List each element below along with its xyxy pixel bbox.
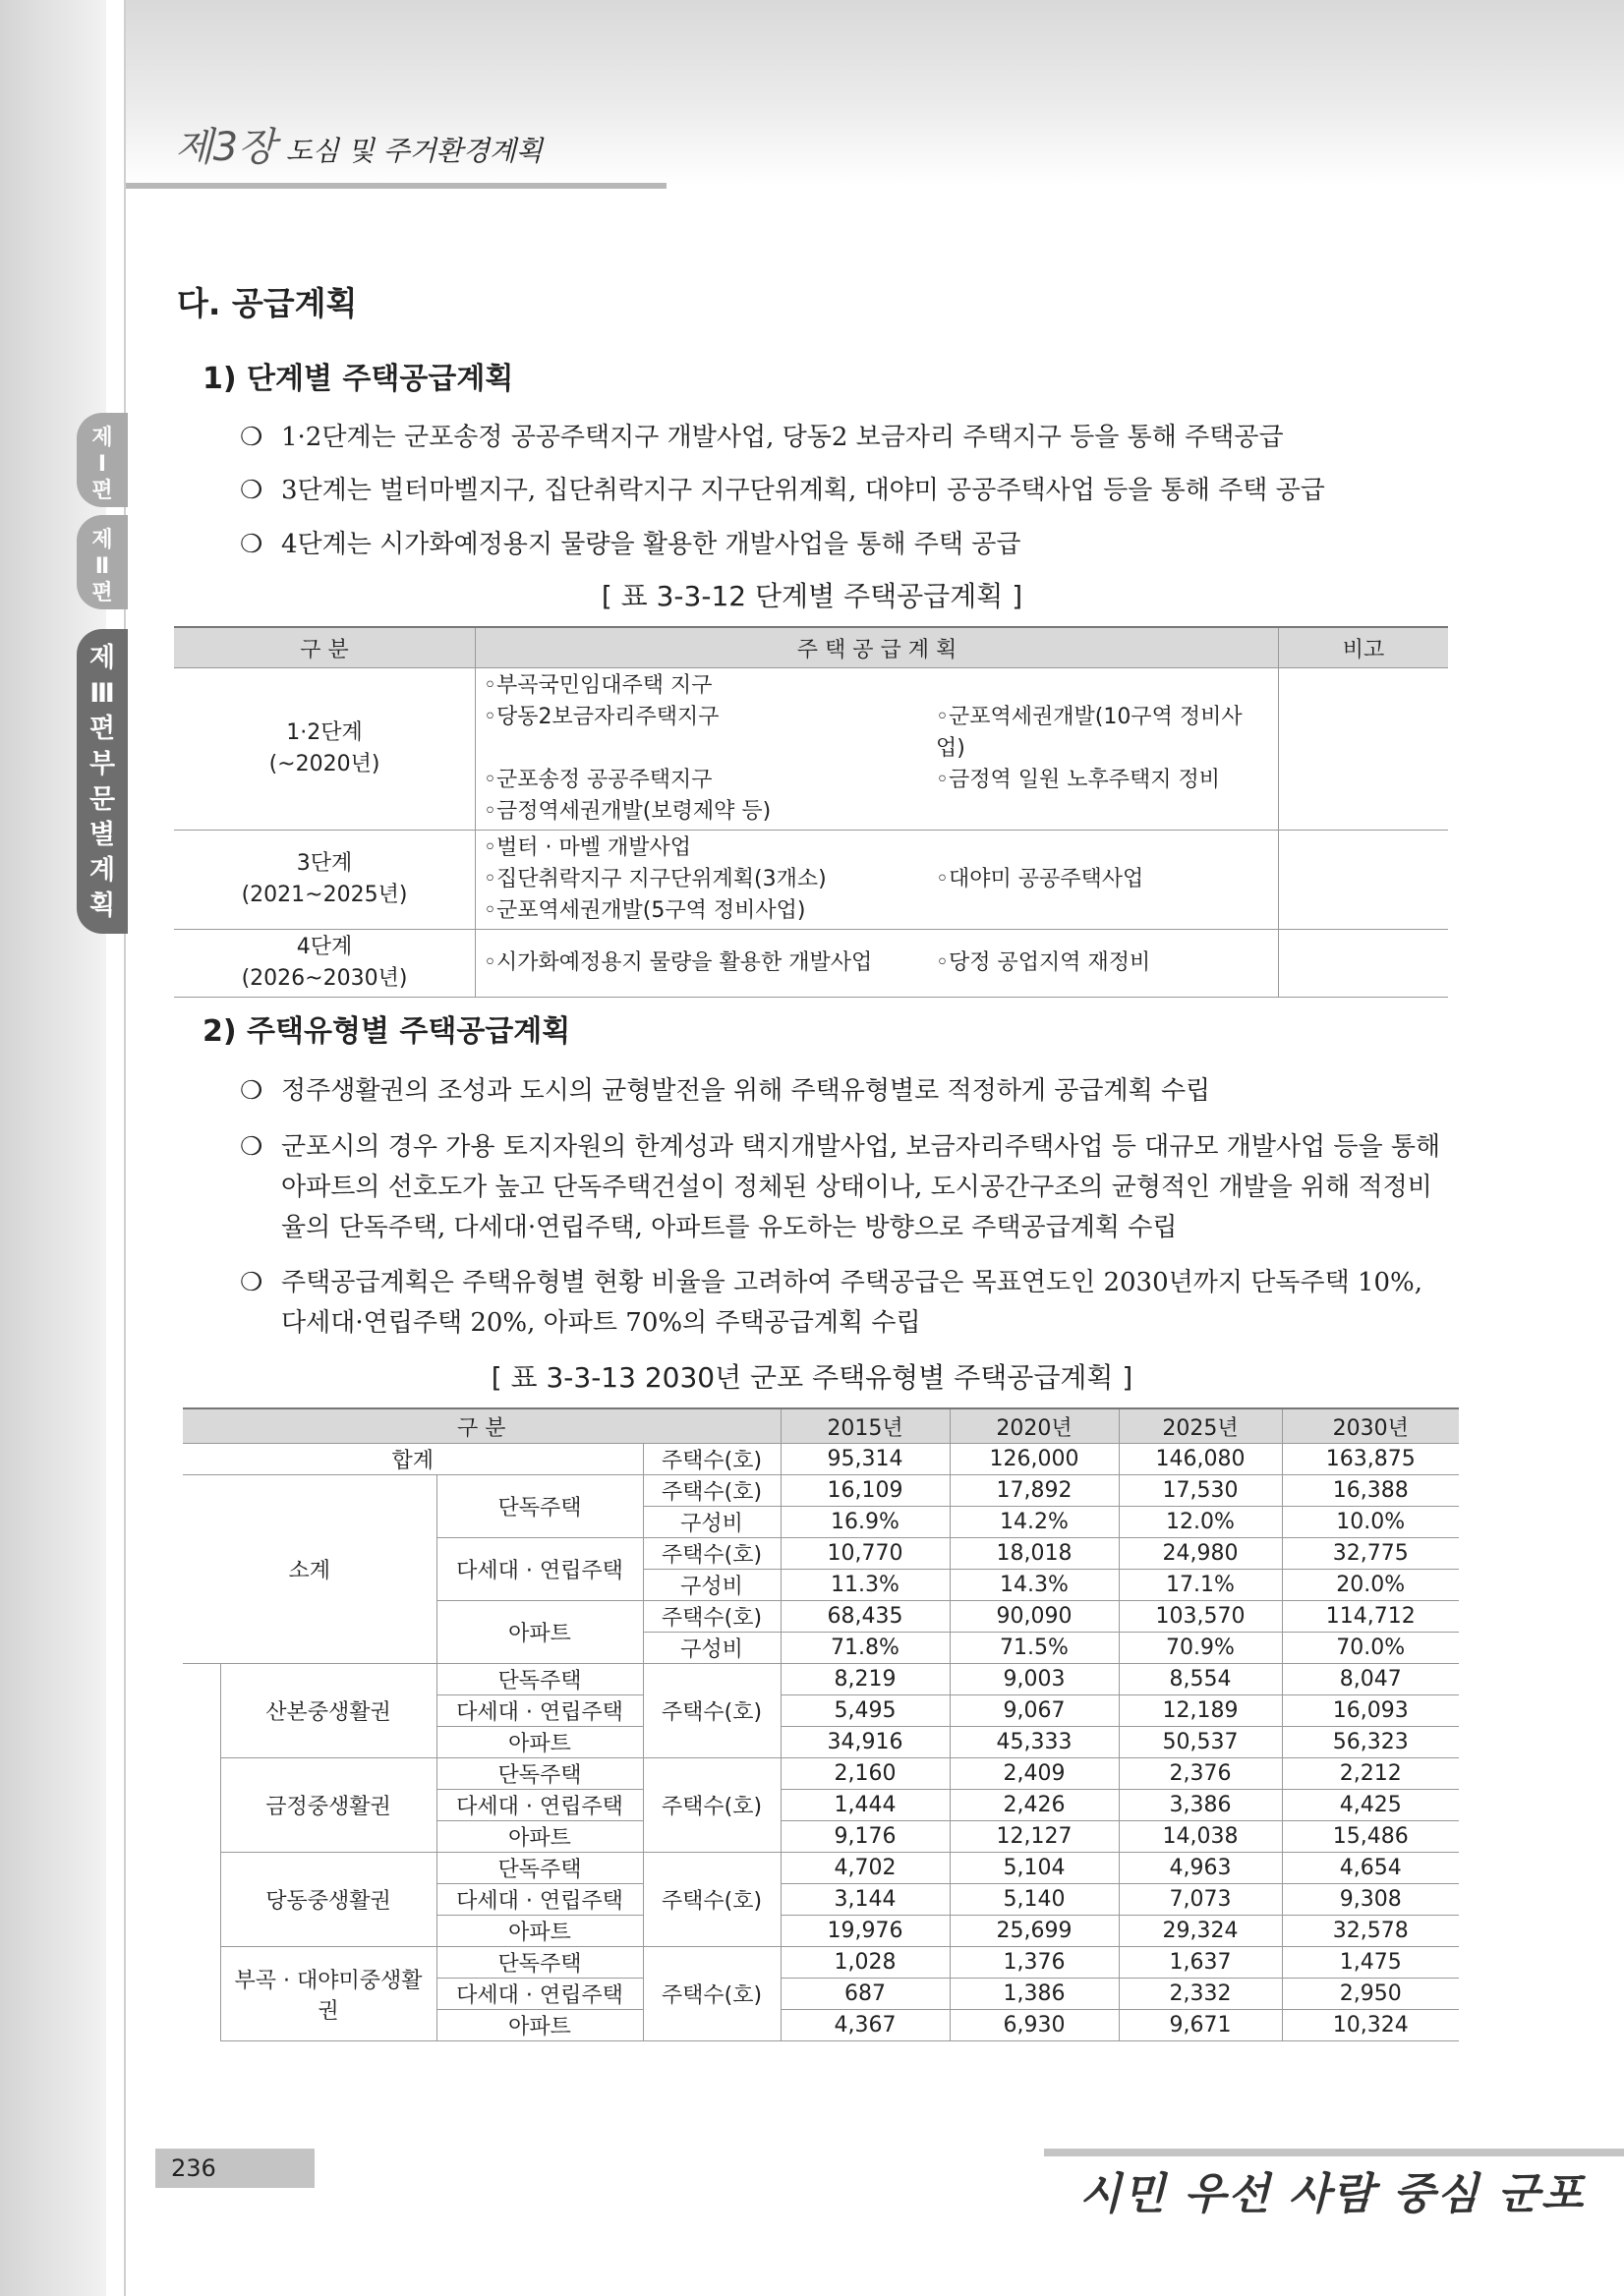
- plan-item: [936, 796, 1270, 828]
- col-header-category: 구 분: [183, 1408, 781, 1444]
- plan-item: ◦군포역세권개발(5구역 정비사업): [484, 898, 806, 923]
- header-rule: [126, 183, 667, 189]
- bullet-text: 4단계는 시가화예정용지 물량을 활용한 개발사업을 통해 주택 공급: [281, 530, 1021, 559]
- stage-label: 1·2단계: [286, 720, 363, 745]
- plan-item: ◦금정역 일원 노후주택지 정비: [936, 768, 1220, 792]
- col-header-year: 2030년: [1282, 1408, 1459, 1444]
- value-cell: 70.0%: [1282, 1633, 1459, 1664]
- type-cell: 아파트: [436, 1601, 643, 1664]
- value-cell: 17.1%: [1119, 1570, 1282, 1601]
- bullet-text: 1·2단계는 군포송정 공공주택지구 개발사업, 당동2 보금자리 주택지구 등을 통해 주택공급: [281, 423, 1284, 452]
- type-cell: 다세대 · 연립주택: [436, 1538, 643, 1601]
- type-cell: 단독주택: [436, 1758, 643, 1790]
- value-cell: 50,537: [1119, 1727, 1282, 1758]
- col-header-year: 2015년: [781, 1408, 950, 1444]
- table-row: [183, 1853, 1459, 1884]
- plan-item: ◦집단취락지구 지구단위계획(3개소): [484, 867, 827, 891]
- value-cell: 5,140: [950, 1884, 1119, 1916]
- type-cell: 아파트: [436, 1916, 643, 1947]
- bullet-mark: ❍: [240, 423, 263, 452]
- value-cell: 1,028: [781, 1947, 950, 1979]
- footer-slogan: 시민 우선 사람 중심 군포: [1079, 2169, 1586, 2219]
- stage-period: (2026~2030년): [241, 966, 408, 991]
- value-cell: 8,554: [1119, 1664, 1282, 1695]
- col-header-year: 2020년: [950, 1408, 1119, 1444]
- type-cell: 다세대 · 연립주택: [436, 1790, 643, 1821]
- value-cell: 1,475: [1282, 1947, 1459, 1979]
- table-row: [174, 831, 1448, 930]
- table-row: [183, 1947, 1459, 1979]
- subsection-2-title: 2) 주택유형별 주택공급계획: [203, 1014, 571, 1049]
- chapter-number: 제3장: [175, 125, 276, 170]
- plan-item: [936, 895, 1270, 927]
- value-cell: 29,324: [1119, 1916, 1282, 1947]
- type-cell: 다세대 · 연립주택: [436, 1695, 643, 1727]
- bullet-text: 3단계는 벌터마벨지구, 집단취락지구 지구단위계획, 대야미 공공주택사업 등을 통해 주택 공급: [281, 476, 1325, 505]
- unit-cell: 주택수(호): [643, 1664, 781, 1758]
- value-cell: 17,530: [1119, 1475, 1282, 1507]
- value-cell: 126,000: [950, 1444, 1119, 1475]
- plan-item: ◦군포역세권개발(10구역 정비사업): [936, 705, 1243, 761]
- value-cell: 1,376: [950, 1947, 1119, 1979]
- area-name: 당동중생활권: [220, 1853, 436, 1947]
- stage-period: (2021~2025년): [241, 883, 408, 907]
- stage-label: 4단계: [296, 935, 353, 959]
- plan-cell: [476, 930, 1279, 998]
- sub2-bullet: [240, 1127, 1449, 1248]
- value-cell: 4,425: [1282, 1790, 1459, 1821]
- unit-cell: 주택수(호): [643, 1853, 781, 1947]
- total-label: 합계: [183, 1444, 643, 1475]
- value-cell: 14.2%: [950, 1507, 1119, 1538]
- stage-supply-table: [174, 626, 1448, 998]
- page-number: 236: [155, 2149, 315, 2188]
- value-cell: 15,486: [1282, 1821, 1459, 1853]
- value-cell: 4,702: [781, 1853, 950, 1884]
- value-cell: 3,386: [1119, 1790, 1282, 1821]
- value-cell: 7,073: [1119, 1884, 1282, 1916]
- value-cell: 6,930: [950, 2010, 1119, 2041]
- remark-cell: [1279, 668, 1449, 831]
- value-cell: 12,127: [950, 1821, 1119, 1853]
- value-cell: 10.0%: [1282, 1507, 1459, 1538]
- plan-item: ◦당정 공업지역 재정비: [936, 950, 1151, 975]
- value-cell: 12,189: [1119, 1695, 1282, 1727]
- value-cell: 2,332: [1119, 1979, 1282, 2010]
- footer-rule: [1044, 2149, 1624, 2156]
- bullet-text: 주택공급계획은 주택유형별 현황 비율을 고려하여 주택공급은 목표연도인 2030년까지 단독주택 10%, 다세대·연립주택 20%, 아파트 70%의 주택공급계획 수립: [281, 1268, 1423, 1338]
- value-cell: 8,047: [1282, 1664, 1459, 1695]
- value-cell: 24,980: [1119, 1538, 1282, 1570]
- value-cell: 45,333: [950, 1727, 1119, 1758]
- bullet-mark: ❍: [240, 1076, 263, 1106]
- value-cell: 2,160: [781, 1758, 950, 1790]
- stage-cell: [174, 831, 476, 930]
- stage-period: (~2020년): [268, 752, 380, 776]
- value-cell: 9,067: [950, 1695, 1119, 1727]
- table-row: [174, 930, 1448, 998]
- side-tab-label: 제 Ⅰ 편: [91, 426, 113, 503]
- plan-item: ◦벌터 · 마벨 개발사업: [484, 835, 691, 860]
- sub2-bullet: [240, 1263, 1449, 1344]
- side-tab-label: 제 Ⅱ 편: [91, 528, 113, 605]
- bullet-text: 군포시의 경우 가용 토지자원의 한계성과 택지개발사업, 보금자리주택사업 등 대규모 개발사업 등을 통해 아파트의 선호도가 높고 단독주택건설이 정체된 상태이나, 도시공간구조의 균형적인 개발을 위해 적정비율의 단독주택, 다세대·연립주택, 아파트를 유도하는 방향으로 주택공급계획 수립: [281, 1132, 1441, 1242]
- value-cell: 16,093: [1282, 1695, 1459, 1727]
- unit-cell: 구성비: [643, 1507, 781, 1538]
- housing-type-table: [183, 1407, 1459, 2041]
- type-cell: 아파트: [436, 1727, 643, 1758]
- plan-item: ◦금정역세권개발(보령제약 등): [484, 799, 772, 824]
- table-row: [183, 1758, 1459, 1790]
- value-cell: 68,435: [781, 1601, 950, 1633]
- value-cell: 5,104: [950, 1853, 1119, 1884]
- plan-cell: [476, 831, 1279, 930]
- side-tab-part-3-active[interactable]: [77, 629, 128, 934]
- value-cell: 71.8%: [781, 1633, 950, 1664]
- plan-item: ◦부곡국민임대주택 지구: [484, 673, 713, 698]
- plan-item: ◦군포송정 공공주택지구: [484, 768, 713, 792]
- col-header-category: 구 분: [174, 627, 476, 668]
- unit-cell: 주택수(호): [643, 1947, 781, 2041]
- value-cell: 19,976: [781, 1916, 950, 1947]
- table-2-caption: [ 표 3-3-13 2030년 군포 주택유형별 주택공급계획 ]: [491, 1361, 1133, 1394]
- value-cell: 56,323: [1282, 1727, 1459, 1758]
- value-cell: 3,144: [781, 1884, 950, 1916]
- value-cell: 16,388: [1282, 1475, 1459, 1507]
- left-margin-rule: [124, 0, 126, 2296]
- area-name: 금정중생활권: [220, 1758, 436, 1853]
- area-name: 산본중생활권: [220, 1664, 436, 1758]
- value-cell: 12.0%: [1119, 1507, 1282, 1538]
- left-margin-band: [0, 0, 106, 2296]
- table-1-caption: [ 표 3-3-12 단계별 주택공급계획 ]: [601, 580, 1023, 612]
- plan-item: ◦대야미 공공주택사업: [936, 867, 1144, 891]
- table-header-row: [174, 627, 1448, 668]
- remark-cell: [1279, 831, 1449, 930]
- value-cell: 1,386: [950, 1979, 1119, 2010]
- value-cell: 20.0%: [1282, 1570, 1459, 1601]
- value-cell: 1,637: [1119, 1947, 1282, 1979]
- value-cell: 2,950: [1282, 1979, 1459, 2010]
- value-cell: 34,916: [781, 1727, 950, 1758]
- value-cell: 4,654: [1282, 1853, 1459, 1884]
- sub1-bullet: [240, 525, 1449, 565]
- value-cell: 5,495: [781, 1695, 950, 1727]
- value-cell: 18,018: [950, 1538, 1119, 1570]
- type-cell: 다세대 · 연립주택: [436, 1884, 643, 1916]
- value-cell: 32,578: [1282, 1916, 1459, 1947]
- table-header-row: [183, 1408, 1459, 1444]
- value-cell: 9,003: [950, 1664, 1119, 1695]
- chapter-title: 도심 및 주거환경계획: [285, 135, 543, 167]
- value-cell: 10,324: [1282, 2010, 1459, 2041]
- type-cell: 단독주택: [436, 1947, 643, 1979]
- value-cell: 16,109: [781, 1475, 950, 1507]
- unit-cell: 주택수(호): [643, 1444, 781, 1475]
- bullet-mark: ❍: [240, 476, 263, 505]
- value-cell: 95,314: [781, 1444, 950, 1475]
- table-row: [174, 668, 1448, 831]
- indent-cell: [183, 1664, 220, 2041]
- value-cell: 25,699: [950, 1916, 1119, 1947]
- value-cell: 9,671: [1119, 2010, 1282, 2041]
- subtotal-label: 소계: [183, 1475, 436, 1664]
- type-cell: 아파트: [436, 1821, 643, 1853]
- stage-label: 3단계: [296, 851, 353, 876]
- type-cell: 단독주택: [436, 1664, 643, 1695]
- bullet-mark: ❍: [240, 1268, 263, 1297]
- unit-cell: 주택수(호): [643, 1601, 781, 1633]
- col-header-remark: 비고: [1279, 627, 1449, 668]
- table-row: [183, 1475, 1459, 1507]
- value-cell: 14,038: [1119, 1821, 1282, 1853]
- type-cell: 아파트: [436, 2010, 643, 2041]
- value-cell: 2,212: [1282, 1758, 1459, 1790]
- area-name: 부곡 · 대야미중생활권: [220, 1947, 436, 2041]
- remark-cell: [1279, 930, 1449, 998]
- value-cell: 90,090: [950, 1601, 1119, 1633]
- value-cell: 146,080: [1119, 1444, 1282, 1475]
- unit-cell: 주택수(호): [643, 1475, 781, 1507]
- plan-item: [936, 832, 1270, 864]
- plan-item: ◦시가화예정용지 물량을 활용한 개발사업: [484, 950, 873, 975]
- value-cell: 71.5%: [950, 1633, 1119, 1664]
- value-cell: 9,308: [1282, 1884, 1459, 1916]
- value-cell: 32,775: [1282, 1538, 1459, 1570]
- value-cell: 2,426: [950, 1790, 1119, 1821]
- sub1-bullet: [240, 471, 1449, 511]
- unit-cell: 주택수(호): [643, 1538, 781, 1570]
- chapter-heading: [175, 116, 543, 172]
- unit-cell: 구성비: [643, 1633, 781, 1664]
- plan-item: [936, 670, 1270, 702]
- stage-cell: [174, 668, 476, 831]
- table-row: [183, 1444, 1459, 1475]
- col-header-plan: 주 택 공 급 계 획: [476, 627, 1279, 668]
- value-cell: 11.3%: [781, 1570, 950, 1601]
- unit-cell: 주택수(호): [643, 1758, 781, 1853]
- value-cell: 17,892: [950, 1475, 1119, 1507]
- value-cell: 8,219: [781, 1664, 950, 1695]
- sub1-bullet: [240, 418, 1449, 458]
- side-tab-part-1[interactable]: [77, 413, 128, 507]
- value-cell: 1,444: [781, 1790, 950, 1821]
- side-tab-label: 제 Ⅲ 편 부 문 별 계 획: [88, 643, 116, 921]
- subsection-1-title: 1) 단계별 주택공급계획: [203, 362, 514, 396]
- value-cell: 4,963: [1119, 1853, 1282, 1884]
- plan-item: ◦당동2보금자리주택지구: [484, 705, 720, 729]
- col-header-year: 2025년: [1119, 1408, 1282, 1444]
- value-cell: 10,770: [781, 1538, 950, 1570]
- type-cell: 단독주택: [436, 1853, 643, 1884]
- value-cell: 16.9%: [781, 1507, 950, 1538]
- value-cell: 4,367: [781, 2010, 950, 2041]
- value-cell: 70.9%: [1119, 1633, 1282, 1664]
- value-cell: 114,712: [1282, 1601, 1459, 1633]
- value-cell: 9,176: [781, 1821, 950, 1853]
- type-cell: 단독주택: [436, 1475, 643, 1538]
- type-cell: 다세대 · 연립주택: [436, 1979, 643, 2010]
- section-title: 다. 공급계획: [177, 284, 358, 322]
- table-row: [183, 1664, 1459, 1695]
- bullet-text: 정주생활권의 조성과 도시의 균형발전을 위해 주택유형별로 적정하게 공급계획 수립: [281, 1076, 1211, 1106]
- plan-cell: [476, 668, 1279, 831]
- bullet-mark: ❍: [240, 1132, 263, 1162]
- bullet-mark: ❍: [240, 530, 263, 559]
- value-cell: 14.3%: [950, 1570, 1119, 1601]
- value-cell: 2,376: [1119, 1758, 1282, 1790]
- value-cell: 2,409: [950, 1758, 1119, 1790]
- value-cell: 163,875: [1282, 1444, 1459, 1475]
- unit-cell: 구성비: [643, 1570, 781, 1601]
- sub2-bullet: [240, 1071, 1449, 1112]
- value-cell: 687: [781, 1979, 950, 2010]
- stage-cell: [174, 930, 476, 998]
- value-cell: 103,570: [1119, 1601, 1282, 1633]
